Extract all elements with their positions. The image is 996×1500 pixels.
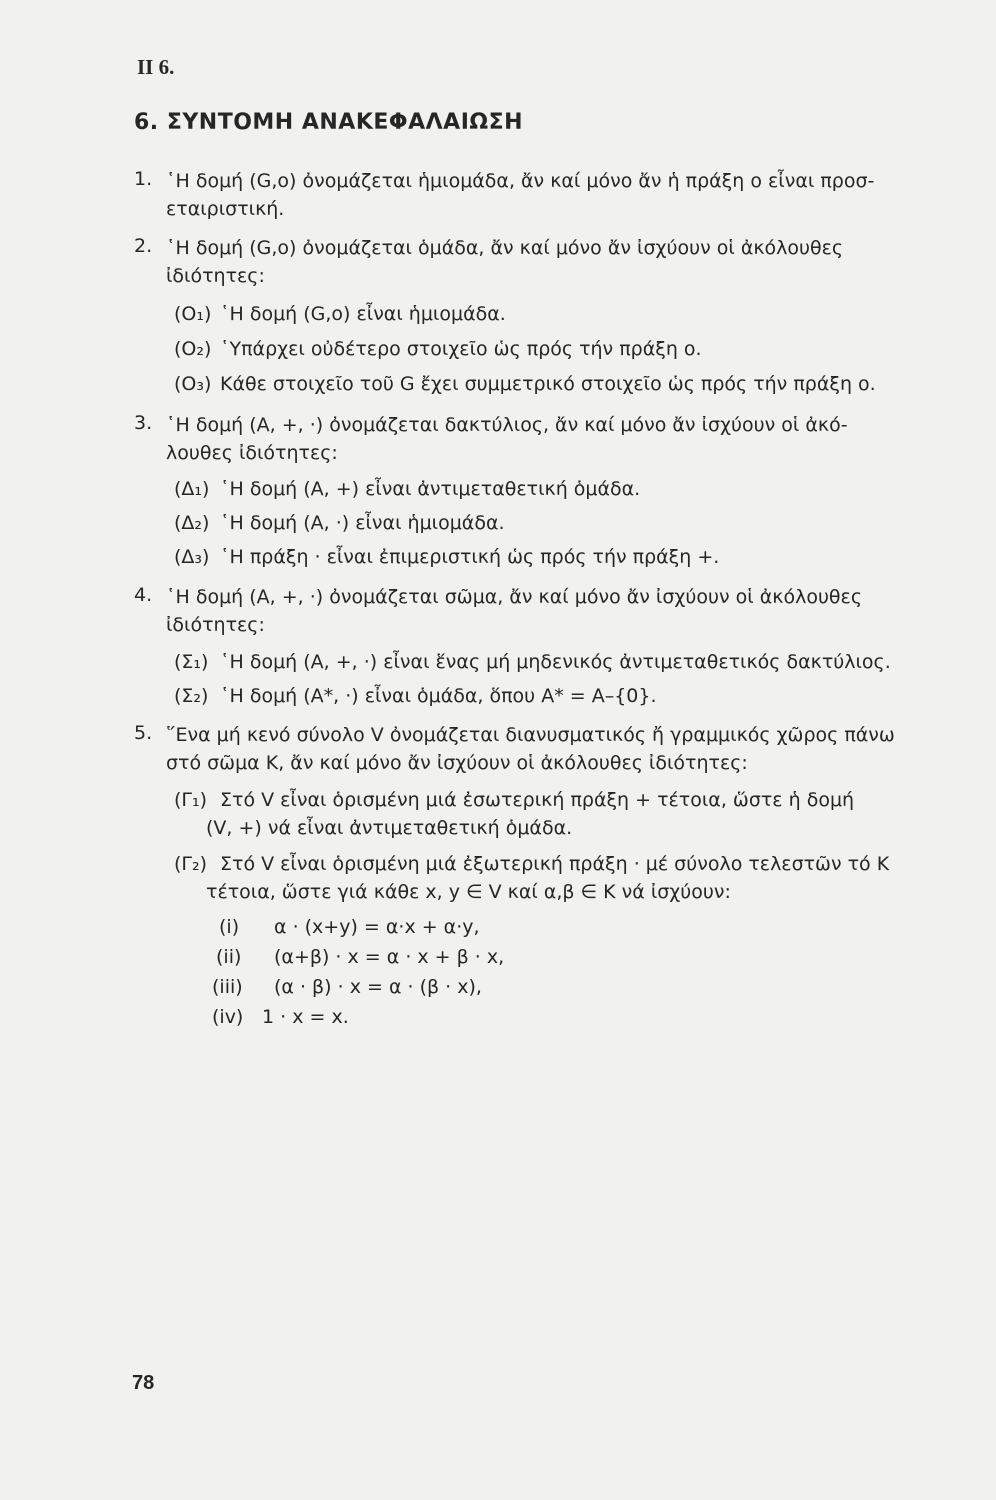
item-text-line: ῾Η δομή (G,o) ὀνομάζεται ἡμιομάδα, ἄν καί μόνο ἄν ἡ πράξη ο εἶναι προσ- xyxy=(166,170,875,192)
axiom-label: (iv) xyxy=(212,1006,244,1028)
item-number: 3. xyxy=(134,412,153,434)
axiom-label: (i) xyxy=(219,916,240,938)
property-label: (O₁) xyxy=(174,303,212,325)
property-text: (V, +) νά εἶναι ἀντιμεταθετική ὁμάδα. xyxy=(206,817,573,839)
property-text: ῾Η δομή (Α, ·) εἶναι ἡμιομάδα. xyxy=(220,512,505,534)
property-text: Στό V εἶναι ὁρισμένη μιά ἐξωτερική πράξη · μέ σύνολο τελεστῶν τό Κ xyxy=(220,853,890,875)
item-text-line: ῾Η δομή (Α, +, ·) ὀνομάζεται δακτύλιος, ἄν καί μόνο ἄν ἰσχύουν οἱ ἀκό- xyxy=(166,414,848,436)
item-number: 1. xyxy=(134,168,153,190)
item-number: 5. xyxy=(134,722,153,744)
axiom-text: 1 · x = x. xyxy=(262,1006,349,1028)
page-number: 78 xyxy=(132,1372,155,1394)
item-text-line: στό σῶμα Κ, ἄν καί μόνο ἄν ἰσχύουν οἱ ἀκόλουθες ἰδιότητες: xyxy=(166,752,748,774)
item-text-line: ῾Η δομή (G,o) ὀνομάζεται ὁμάδα, ἄν καί μόνο ἄν ἰσχύουν οἱ ἀκόλουθες xyxy=(166,237,844,259)
property-label: (O₃) xyxy=(174,373,212,395)
item-text-line: ἰδιότητες: xyxy=(166,614,265,636)
running-head: II 6. xyxy=(137,55,175,79)
axiom-text: (α+β) · x = α · x + β · x, xyxy=(274,946,505,968)
item-number: 2. xyxy=(134,235,153,257)
property-text: ῾Υπάρχει οὐδέτερο στοιχεῖο ὡς πρός τήν πράξη ο. xyxy=(220,338,702,360)
property-label: (Δ₁) xyxy=(174,478,210,500)
item-text-line: λουθες ἰδιότητες: xyxy=(166,442,338,464)
property-label: (Δ₂) xyxy=(174,512,210,534)
property-text: Κάθε στοιχεῖο τοῦ G ἔχει συμμετρικό στοιχεῖο ὡς πρός τήν πράξη ο. xyxy=(220,373,876,395)
property-text: ῾Η δομή (G,o) εἶναι ἡμιομάδα. xyxy=(220,303,506,325)
axiom-text: α · (x+y) = α·x + α·y, xyxy=(274,916,480,938)
axiom-label: (iii) xyxy=(212,976,243,998)
item-text-line: ῾Η δομή (Α, +, ·) ὀνομάζεται σῶμα, ἄν καί μόνο ἄν ἰσχύουν οἱ ἀκόλουθες xyxy=(166,586,862,608)
property-text: τέτοια, ὥστε γιά κάθε x, y ∈ V καί α,β ∈ Κ νά ἰσχύουν: xyxy=(206,881,731,903)
property-label: (Σ₁) xyxy=(174,651,209,673)
axiom-text: (α · β) · x = α · (β · x), xyxy=(274,976,482,998)
property-text: ῾Η πράξη · εἶναι ἐπιμεριστική ὡς πρός τήν πράξη +. xyxy=(220,546,720,568)
property-text: ῾Η δομή (Α, +) εἶναι ἀντιμεταθετική ὁμάδα. xyxy=(220,478,641,500)
item-text-line: ῞Ενα μή κενό σύνολο V ὀνομάζεται διανυσματικός ἤ γραμμικός χῶρος πάνω xyxy=(166,724,895,746)
axiom-label: (ii) xyxy=(216,946,242,968)
item-text-line: εταιριστική. xyxy=(166,198,285,220)
property-label: (Σ₂) xyxy=(174,685,209,707)
item-number: 4. xyxy=(134,584,153,606)
property-label: (Γ₁) xyxy=(174,789,208,811)
property-text: ῾Η δομή (Α*, ·) εἶναι ὁμάδα, ὅπου Α* = Α–{0}. xyxy=(220,685,657,707)
property-text: Στό V εἶναι ὁρισμένη μιά ἐσωτερική πράξη + τέτοια, ὥστε ἡ δομή xyxy=(220,789,855,811)
property-label: (O₂) xyxy=(174,338,212,360)
property-label: (Δ₃) xyxy=(174,546,210,568)
section-title: 6. ΣΥΝΤΟΜΗ ΑΝΑΚΕΦΑΛΑΙΩΣΗ xyxy=(134,110,524,135)
property-text: ῾Η δομή (Α, +, ·) εἶναι ἕνας μή μηδενικός ἀντιμεταθετικός δακτύλιος. xyxy=(220,651,891,673)
item-text-line: ἰδιότητες: xyxy=(166,265,265,287)
property-label: (Γ₂) xyxy=(174,853,208,875)
